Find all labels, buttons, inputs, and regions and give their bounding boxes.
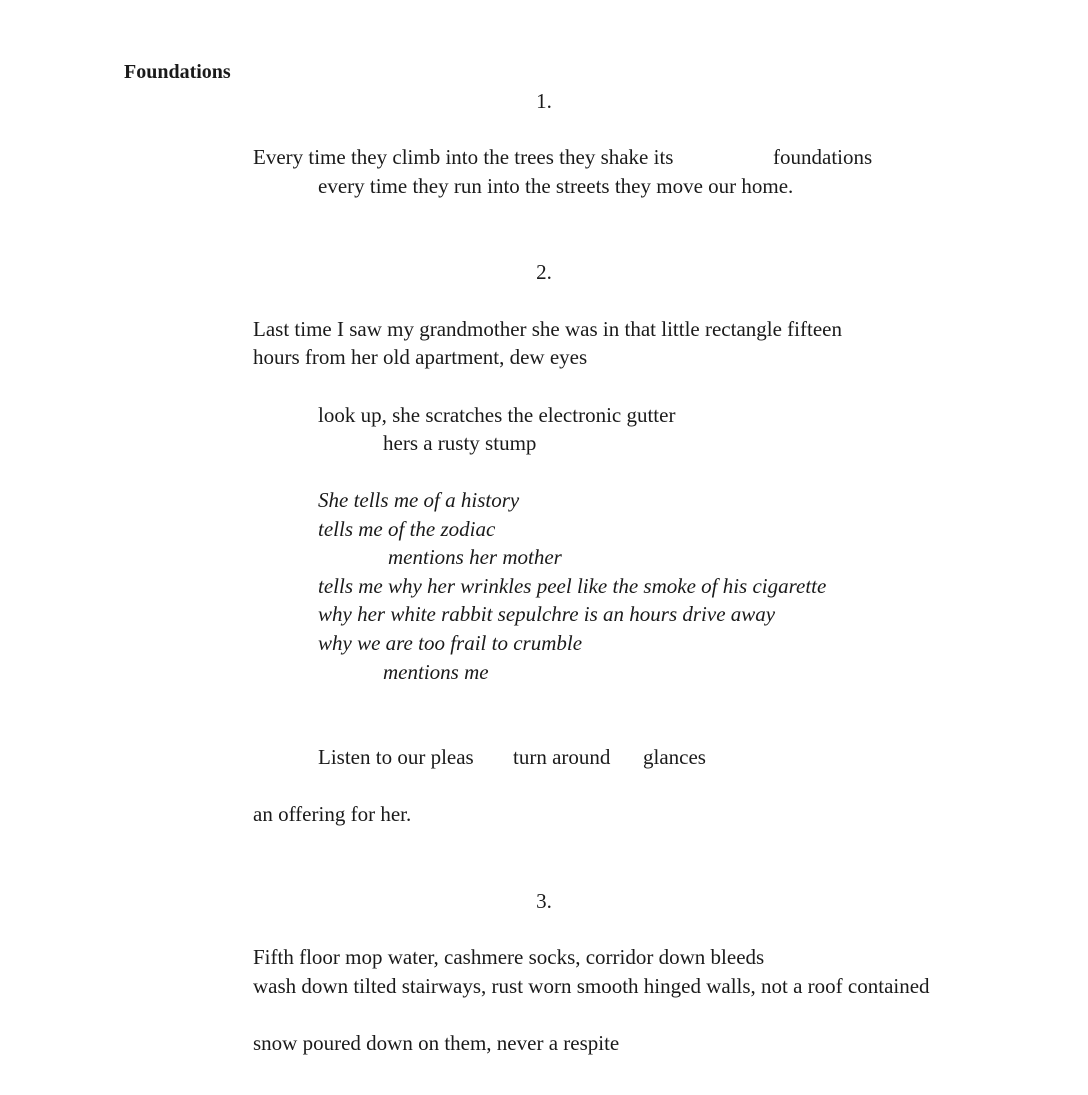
poem-line: Fifth floor mop water, cashmere socks, corridor down bleeds [253, 945, 765, 969]
poem-line: hers a rusty stump [383, 431, 537, 455]
poem-line-fragment: glances [643, 745, 706, 769]
poem-line-italic: why her white rabbit sepulchre is an hours drive away [318, 602, 776, 626]
poem-title: Foundations [124, 61, 231, 83]
poem-line: every time they run into the streets they move our home. [318, 174, 794, 198]
poem-line-fragment: turn around [513, 745, 611, 769]
poem-line: Every time they climb into the trees they shake its [253, 145, 674, 169]
poem-line: look up, she scratches the electronic gutter [318, 403, 676, 427]
poem-line-italic: mentions me [383, 660, 489, 684]
poem-line: hours from her old apartment, dew eyes [253, 345, 588, 369]
poem-line-italic: tells me why her wrinkles peel like the smoke of his cigarette [318, 574, 827, 598]
poem-line: snow poured down on them, never a respite [253, 1031, 620, 1055]
poem-line: wash down tilted stairways, rust worn smooth hinged walls, not a roof contained [253, 974, 930, 998]
poem-line-italic: mentions her mother [388, 545, 562, 569]
poem-line-italic: tells me of the zodiac [318, 517, 496, 541]
section-number-1: 1. [536, 89, 552, 113]
poem-line-fragment: Listen to our pleas [318, 745, 474, 769]
poem-line: Last time I saw my grandmother she was in that little rectangle fifteen [253, 317, 842, 341]
poem-line-italic: She tells me of a history [318, 488, 520, 512]
poem-line-italic: why we are too frail to crumble [318, 631, 583, 655]
section-number-3: 3. [536, 889, 552, 913]
section-number-2: 2. [536, 260, 552, 284]
poem-line-fragment: foundations [773, 145, 873, 169]
poem-line: an offering for her. [253, 802, 412, 826]
